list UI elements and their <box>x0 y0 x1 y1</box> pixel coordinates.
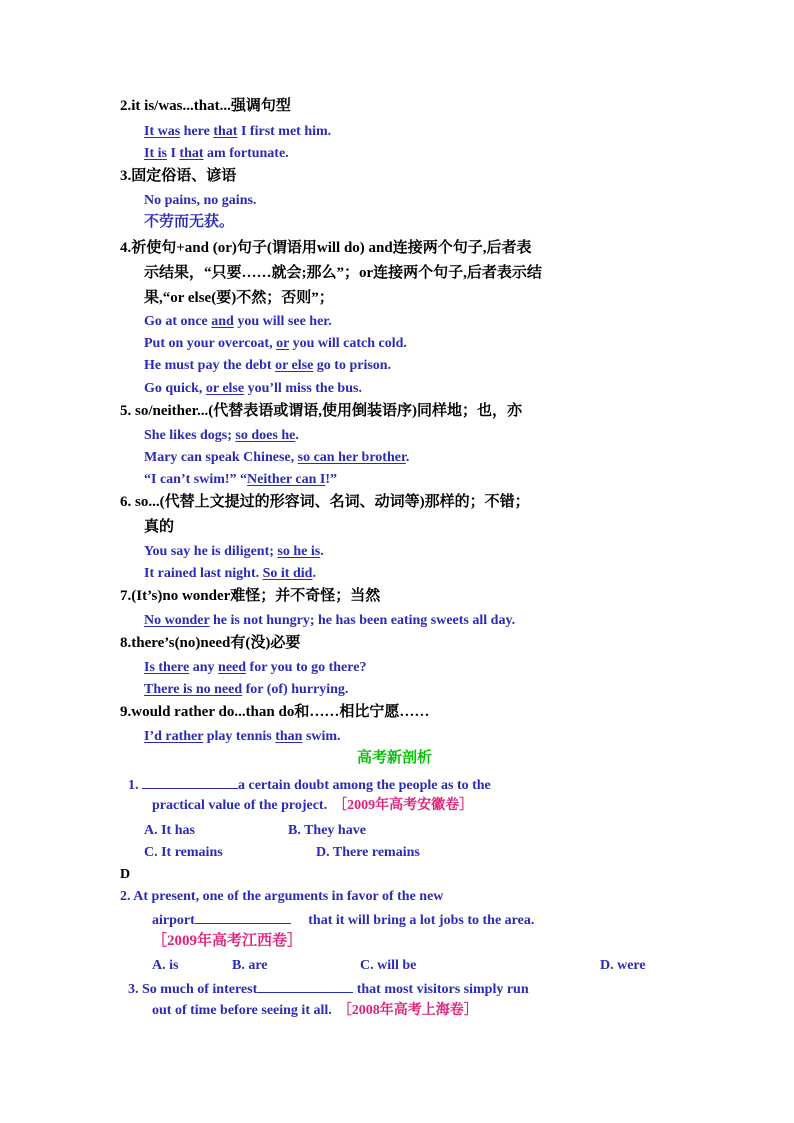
option-b: B. They have <box>288 823 366 838</box>
text: I <box>166 146 180 161</box>
question-1 <box>128 775 491 795</box>
underlined-phrase: that <box>179 146 204 161</box>
underlined-phrase: There is no need <box>144 682 243 697</box>
example-line: No pains, no gains. <box>144 193 257 208</box>
option-c: C. It remains <box>144 845 223 860</box>
underlined-phrase: so does he <box>235 428 296 443</box>
question-1-cont: practical value of the project. ［2009年高考安徽卷］ <box>152 798 474 813</box>
section-6-heading: 6. so...(代替上文提过的形容词、名词、动词等)那样的；不错； <box>120 494 530 510</box>
question-source: ［2009年高考安徽卷］ <box>333 798 474 813</box>
option-b: B. are <box>232 958 268 973</box>
answer-blank <box>142 775 238 789</box>
question-source: ［2009年高考江西卷］ <box>152 933 303 949</box>
option-a: A. It has <box>144 823 195 838</box>
section-5-heading: 5. so/neither...(代替表语或谓语,使用倒装语序)同样地；也，亦 <box>120 403 522 419</box>
example-line: No wonder he is not hungry; he has been eating sweets all day. <box>144 613 516 628</box>
example-line: Go quick, or else you’ll miss the bus. <box>144 381 362 396</box>
section-4-heading-cont: 示结果，“只要……就会;那么”；or连接两个句子,后者表示结 <box>144 265 542 281</box>
text: am fortunate. <box>203 146 289 161</box>
underlined-phrase: so can her brother <box>297 450 406 465</box>
underlined-phrase: and <box>211 314 234 329</box>
example-line: Put on your overcoat, or you will catch cold. <box>144 336 407 351</box>
section-4-heading: 4.祈使句+and (or)句子(谓语用will do) and连接两个句子,后者表 <box>120 240 532 256</box>
text: here <box>180 124 214 139</box>
example-line: He must pay the debt or else go to prison. <box>144 358 392 373</box>
option-c: C. will be <box>360 958 417 973</box>
option-a: A. is <box>152 958 179 973</box>
question-text: At present, one of the arguments in favor of the new <box>133 889 444 904</box>
section-8-heading: 8.there’s(no)need有(没)必要 <box>120 635 301 651</box>
underlined-phrase: It is <box>144 146 167 161</box>
example-line: She likes dogs; so does he. <box>144 428 299 443</box>
underlined-phrase: so he is <box>277 544 321 559</box>
section-4-heading-cont: 果,“or else(要)不然；否则”； <box>144 290 334 306</box>
underlined-phrase: that <box>213 124 238 139</box>
question-number: 2. <box>120 889 134 904</box>
example-line: There is no need for (of) hurrying. <box>144 682 349 697</box>
example-line: Is there any need for you to go there? <box>144 660 367 675</box>
example-line <box>144 145 289 163</box>
answer-blank <box>195 910 291 924</box>
underlined-phrase: than <box>275 729 303 744</box>
example-line: “I can’t swim!” “Neither can I!” <box>144 472 338 487</box>
question-2-cont: airport that it will bring a lot jobs to the area. <box>152 910 534 930</box>
question-3: 3. So much of interest that most visitors simply run <box>128 979 529 999</box>
answer-blank <box>257 979 353 993</box>
example-line <box>144 123 331 141</box>
option-d: D. There remains <box>316 845 420 860</box>
section-6-heading-cont: 真的 <box>144 519 175 535</box>
analysis-title: 高考新剖析 <box>357 750 433 766</box>
underlined-phrase: need <box>218 660 247 675</box>
question-2 <box>120 888 443 906</box>
example-line: I’d rather play tennis than swim. <box>144 729 341 744</box>
section-3-heading: 3.固定俗语、谚语 <box>120 168 237 184</box>
underlined-phrase: No wonder <box>144 613 210 628</box>
example-line: Mary can speak Chinese, so can her brother. <box>144 450 410 465</box>
question-number: 3. <box>128 982 142 997</box>
section-9-heading: 9.would rather do...than do和……相比宁愿…… <box>120 704 430 720</box>
underlined-phrase: Is there <box>144 660 190 675</box>
question-text: a certain doubt among the people as to the <box>238 778 491 793</box>
option-d: D. were <box>600 958 646 973</box>
underlined-phrase: So it did <box>262 566 313 581</box>
example-line: You say he is diligent; so he is. <box>144 544 324 559</box>
underlined-phrase: Neither can I <box>247 472 326 487</box>
underlined-phrase: or else <box>275 358 314 373</box>
answer: D <box>120 867 131 882</box>
underlined-phrase: or else <box>205 381 245 396</box>
question-3-cont: out of time before seeing it all. ［2008年高考上海卷］ <box>152 1003 478 1018</box>
underlined-phrase: or <box>276 336 290 351</box>
question-number: 1. <box>128 778 142 793</box>
example-line: Go at once and you will see her. <box>144 314 332 329</box>
underlined-phrase: It was <box>144 124 181 139</box>
section-2-heading: 2.it is/was...that...强调句型 <box>120 98 291 114</box>
underlined-phrase: I’d rather <box>144 729 204 744</box>
question-source: ［2008年高考上海卷］ <box>337 1003 478 1018</box>
example-translation: 不劳而无获。 <box>144 214 235 230</box>
example-line: It rained last night. So it did. <box>144 566 316 581</box>
text: I first met him. <box>237 124 332 139</box>
section-7-heading: 7.(It’s)no wonder难怪；并不奇怪；当然 <box>120 588 381 604</box>
